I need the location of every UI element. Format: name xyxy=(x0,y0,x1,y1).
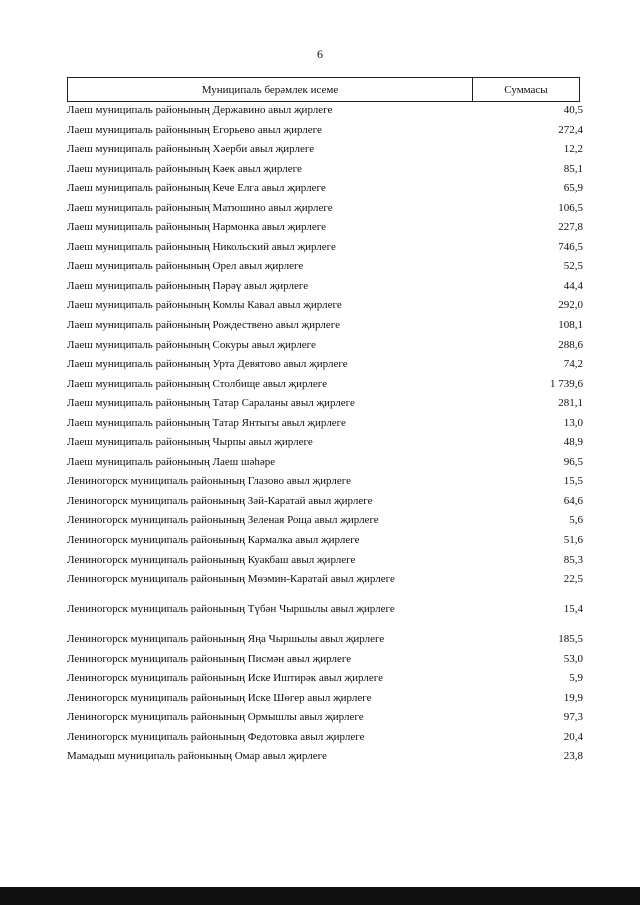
row-value: 272,4 xyxy=(558,123,583,136)
scan-bottom-edge xyxy=(0,887,640,905)
table-row xyxy=(67,456,585,476)
table-row xyxy=(67,603,585,633)
row-name: Лениногорск муниципаль районының Глазово авыл җирлеге xyxy=(67,475,351,488)
table-row xyxy=(67,124,585,144)
table-row xyxy=(67,202,585,222)
row-name: Лаеш муниципаль районының Кәек авыл җирлеге xyxy=(67,162,302,175)
row-name: Лаеш муниципаль районының Чырпы авыл җирлеге xyxy=(67,436,313,449)
row-value: 288,6 xyxy=(558,338,583,351)
row-name: Лениногорск муниципаль районының Иске Шөгер авыл җирлеге xyxy=(67,691,372,704)
row-value: 97,3 xyxy=(563,711,583,724)
row-name: Лаеш муниципаль районының Кече Елга авыл җирлеге xyxy=(67,182,326,195)
table-row xyxy=(67,633,585,653)
row-value: 64,6 xyxy=(563,494,583,507)
row-name: Лаеш муниципаль районының Егорьево авыл җирлеге xyxy=(67,123,322,136)
table-row xyxy=(67,514,585,534)
row-value: 52,5 xyxy=(563,260,583,273)
page-number: 6 xyxy=(317,47,323,61)
row-value: 281,1 xyxy=(558,397,583,410)
row-value: 15,5 xyxy=(563,475,583,488)
row-name: Лаеш муниципаль районының Лаеш шәһәре xyxy=(67,455,276,468)
table-row xyxy=(67,573,585,603)
table-row xyxy=(67,692,585,712)
table-row xyxy=(67,280,585,300)
row-name: Лениногорск муниципаль районының Иске Иштирәк авыл җирлеге xyxy=(67,672,384,685)
row-value: 65,9 xyxy=(563,182,583,195)
table-row xyxy=(67,750,585,770)
table-row xyxy=(67,299,585,319)
row-value: 12,2 xyxy=(563,143,583,156)
table-row xyxy=(67,534,585,554)
row-name: Лениногорск муниципаль районының Писмән авыл җирлеге xyxy=(67,652,352,665)
table-row xyxy=(67,436,585,456)
row-value: 20,4 xyxy=(563,730,583,743)
row-name: Лаеш муниципаль районының Матюшино авыл җирлеге xyxy=(67,201,333,214)
row-name: Лаеш муниципаль районының Орел авыл җирлеге xyxy=(67,260,304,273)
row-name: Лениногорск муниципаль районының Зәй-Каратай авыл җирлеге xyxy=(67,494,373,507)
row-value: 292,0 xyxy=(558,299,583,312)
row-value: 85,1 xyxy=(563,162,583,175)
table-row xyxy=(67,182,585,202)
table-row xyxy=(67,339,585,359)
row-value: 1 739,6 xyxy=(550,377,583,390)
table-row xyxy=(67,731,585,751)
table-row xyxy=(67,417,585,437)
row-name: Лаеш муниципаль районының Столбище авыл җирлеге xyxy=(67,377,327,390)
row-value: 185,5 xyxy=(558,633,583,646)
row-name: Лениногорск муниципаль районының Зеленая Роща авыл җирлеге xyxy=(67,514,379,527)
row-name: Лаеш муниципаль районының Сокуры авыл җирлеге xyxy=(67,338,316,351)
table-row xyxy=(67,319,585,339)
row-value: 106,5 xyxy=(558,201,583,214)
row-name: Лениногорск муниципаль районының Федотовка авыл җирлеге xyxy=(67,730,365,743)
row-name: Лаеш муниципаль районының Урта Девятово авыл җирлеге xyxy=(67,358,348,371)
row-name: Лаеш муниципаль районының Рождествено авыл җирлеге xyxy=(67,319,340,332)
table-row xyxy=(67,711,585,731)
row-name: Лаеш муниципаль районының Никольский авыл җирлеге xyxy=(67,240,336,253)
table-row xyxy=(67,260,585,280)
table-row xyxy=(67,378,585,398)
row-name: Лаеш муниципаль районының Нармонка авыл җирлеге xyxy=(67,221,327,234)
table-row xyxy=(67,672,585,692)
row-value: 22,5 xyxy=(563,573,583,586)
row-name: Лениногорск муниципаль районының Ормышлы авыл җирлеге xyxy=(67,711,364,724)
row-name: Лаеш муниципаль районының Татар Янтыгы авыл җирлеге xyxy=(67,416,346,429)
row-value: 74,2 xyxy=(563,358,583,371)
table-row xyxy=(67,241,585,261)
row-value: 227,8 xyxy=(558,221,583,234)
row-value: 51,6 xyxy=(563,534,583,547)
row-value: 108,1 xyxy=(558,319,583,332)
table-body xyxy=(67,104,585,770)
row-name: Лаеш муниципаль районының Пәрәү авыл җирлеге xyxy=(67,279,309,292)
table-row xyxy=(67,143,585,163)
header-name-column: Муниципаль берәмлек исеме xyxy=(68,78,473,101)
row-value: 48,9 xyxy=(563,436,583,449)
table-row xyxy=(67,358,585,378)
table-row xyxy=(67,653,585,673)
row-value: 15,4 xyxy=(563,603,583,616)
row-value: 53,0 xyxy=(563,652,583,665)
row-name: Лениногорск муниципаль районының Түбән Чыршылы авыл җирлеге xyxy=(67,603,395,616)
row-name: Лаеш муниципаль районының Комлы Кавал авыл җирлеге xyxy=(67,299,342,312)
row-value: 5,9 xyxy=(569,672,583,685)
row-name: Лениногорск муниципаль районының Кармалка авыл җирлеге xyxy=(67,534,360,547)
table-header xyxy=(67,77,580,102)
row-value: 85,3 xyxy=(563,553,583,566)
header-sum-column: Суммасы xyxy=(504,83,548,96)
row-name: Лениногорск муниципаль районының Яңа Чыршылы авыл җирлеге xyxy=(67,633,385,646)
table-row xyxy=(67,163,585,183)
table-row xyxy=(67,495,585,515)
row-name: Лениногорск муниципаль районының Куакбаш авыл җирлеге xyxy=(67,553,356,566)
row-value: 19,9 xyxy=(563,691,583,704)
row-value: 5,6 xyxy=(569,514,583,527)
row-value: 13,0 xyxy=(563,416,583,429)
table-row xyxy=(67,554,585,574)
row-name: Лаеш муниципаль районының Хәерби авыл җирлеге xyxy=(67,143,315,156)
row-name: Лениногорск муниципаль районының Мөэмин-Каратай авыл җирлеге xyxy=(67,573,395,586)
table-row xyxy=(67,104,585,124)
row-value: 746,5 xyxy=(558,240,583,253)
row-name: Лаеш муниципаль районының Державино авыл җирлеге xyxy=(67,104,333,116)
row-value: 23,8 xyxy=(563,750,583,763)
row-name: Лаеш муниципаль районының Татар Сараланы авыл җирлеге xyxy=(67,397,355,410)
row-value: 40,5 xyxy=(563,104,583,116)
row-name: Мамадыш муниципаль районының Омар авыл җирлеге xyxy=(67,750,327,763)
table-row xyxy=(67,221,585,241)
table-row xyxy=(67,397,585,417)
row-value: 96,5 xyxy=(563,455,583,468)
row-value: 44,4 xyxy=(563,279,583,292)
table-row xyxy=(67,475,585,495)
